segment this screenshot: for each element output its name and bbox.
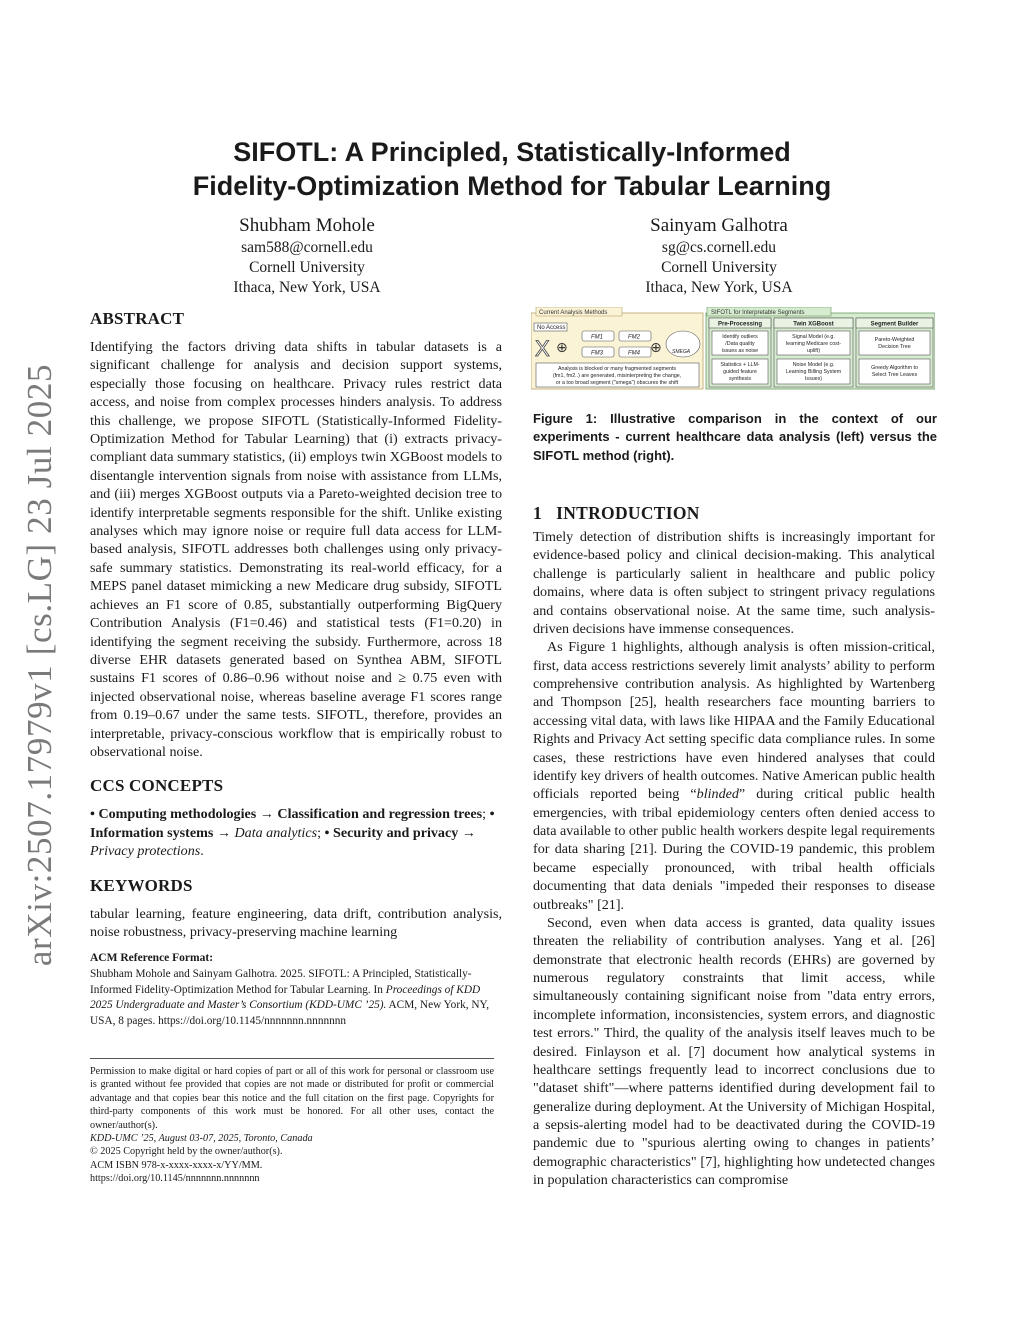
permission-footer bbox=[90, 1058, 494, 1186]
author-name: Sainyam Galhotra bbox=[650, 215, 788, 236]
fm4-label: FM4 bbox=[628, 350, 640, 357]
doi-line: https://doi.org/10.1145/nnnnnnn.nnnnnnn bbox=[90, 1173, 260, 1185]
permission-text: Permission to make digital or hard copies of part or all of this work for personal or classroom use is granted without fee provided that copies are not made or distributed for profit or commercial advantage and that copies bear this notice and the full citation on the first page. Copyrights for third-party components of this work must be honored. For all other uses, contact the owner/author(s). bbox=[90, 1066, 494, 1131]
pareto-tree-box bbox=[859, 331, 930, 355]
oplus-icon: ⊕ bbox=[556, 339, 568, 355]
no-access-label: No Access bbox=[537, 325, 566, 331]
intro-paragraph-1: Timely detection of distribution shifts is increasingly important for evidence-based policy and clinical decision-making. This analytical challenge is particularly salient in healthcare and public policy domains, where data is often subject to stringent privacy regulations and contains observational noise. At the same time, such analysis-driven decisions have immense consequences. bbox=[533, 529, 935, 637]
author-email: sam588@cornell.edu bbox=[241, 239, 373, 256]
author-location: Ithaca, New York, USA bbox=[645, 279, 793, 296]
x-mark-icon: X bbox=[535, 336, 550, 361]
pareto-tree-line-2: Decision Tree bbox=[878, 344, 911, 350]
right-panel-label: SIFOTL for Interpretable Segments bbox=[711, 310, 805, 316]
greedy-algorithm-line-1: Greedy Algorithm to bbox=[871, 365, 918, 371]
left-panel-label: Current Analysis Methods bbox=[539, 310, 608, 316]
introduction-heading: 1 INTRODUCTION bbox=[533, 503, 700, 523]
introduction-section bbox=[533, 528, 935, 1190]
smega-label: SMEGA bbox=[672, 349, 691, 355]
preprocessing-box-1-line-1: Identify outliers bbox=[722, 334, 758, 340]
noise-model-line-3: Issues) bbox=[804, 376, 823, 382]
author-block-2 bbox=[554, 214, 884, 298]
author-block-1 bbox=[142, 214, 472, 298]
paper-title bbox=[120, 135, 904, 203]
fm1-label: FM1 bbox=[591, 334, 603, 341]
left-note-line-1: Analysis is blocked or many fragmented segments bbox=[557, 366, 677, 372]
acm-reference-heading: ACM Reference Format: bbox=[90, 952, 214, 965]
signal-model-line-2: learning Medicare cost- bbox=[785, 341, 842, 347]
preprocessing-title: Pre-Processing bbox=[717, 321, 763, 328]
fm2-label: FM2 bbox=[628, 334, 640, 341]
noise-model-line-2: Learning Billing System bbox=[785, 369, 842, 375]
left-note-line-2: (fm1, fm2..) are generated, misinterpreting the change, bbox=[552, 373, 682, 379]
author-name: Shubham Mohole bbox=[239, 215, 375, 236]
preprocessing-box-1-line-2: /Data quality bbox=[725, 341, 755, 347]
preprocessing-box-2-line-3: synthesis bbox=[728, 376, 752, 382]
conference-line: KDD-UMC ’25, August 03-07, 2025, Toronto, Canada bbox=[90, 1133, 313, 1145]
greedy-algorithm-line-2: Select Tree Leaves bbox=[871, 372, 918, 378]
ccs-concepts: • Computing methodologies → Classification and regression trees; • Information systems → Data analytics; • Security and privacy → Privacy protections. bbox=[90, 806, 495, 860]
ccs-heading: CCS CONCEPTS bbox=[90, 776, 224, 796]
author-email: sg@cs.cornell.edu bbox=[661, 239, 777, 256]
arxiv-identifier-stamp bbox=[10, 363, 70, 967]
author-affiliation: Cornell University bbox=[661, 259, 777, 276]
left-column bbox=[90, 308, 502, 1029]
pareto-tree-line-1: Pareto-Weighted bbox=[874, 337, 915, 343]
author-affiliation: Cornell University bbox=[249, 259, 365, 276]
intro-paragraph-3: Second, even when data access is granted, data quality issues threaten the reliability of contribution analyses. Yang et al. [26] demonstrate that electronic health records (EHRs) are governed by numerous regulatory constraints that limit access, while simultaneously containing significant noise from "data entry errors, incomplete information, inconsistencies, system errors, and diagnostic test errors." Third, the quality of the analysis itself leaves much to be desired. Finlayson et al. [7] document how analytical systems in healthcare settings frequently lead to incorrect conclusions due to "dataset shift"—where patterns identified during development fail to generalize during deployment. At the University of Michigan Hospital, a sepsis-alerting model had to be deactivated during the COVID-19 pandemic due to "spurious alerting owing to changes in patients’ demographic characteristics" [7], highlighting how undetected changes in population characteristics can compromise bbox=[533, 914, 935, 1189]
preprocessing-box-2-line-2: guided feature bbox=[723, 369, 757, 375]
author-location: Ithaca, New York, USA bbox=[233, 279, 381, 296]
signal-model-line-1: Signal Model (e.g. bbox=[792, 334, 835, 340]
keywords-text: tabular learning, feature engineering, data drift, contribution analysis, noise robustness, privacy-preserving machine learning bbox=[90, 905, 502, 940]
title-line-2: Fidelity-Optimization Method for Tabular Learning bbox=[192, 171, 832, 201]
intro-paragraph-2: As Figure 1 highlights, although analysis is often mission-critical, first, data access restrictions severely limit analysts’ ability to perform comprehensive contribution analysis. As highlighted by Wartenberg and Thompson [25], health researchers face mounting barriers to accessing vital data, with laws like HIPAA and the Family Educational Rights and Privacy Act setting specific data compliance rules. In some cases, these restrictions have even hindered analyses that could identify key drivers of health outcomes. Native American public health officials reported being “blinded” during critical public health emergencies, with tribal epidemiology centers often denied access to data available to other public health workers despite legal requirements for data sharing [21]. During the COVID-19 pandemic, this problem became especially pronounced, with tribal health officials documenting that data denials "impeded their responses to disease outbreaks" [21]. bbox=[533, 639, 936, 913]
noise-model-line-1: Noise Model (e.g. bbox=[792, 362, 835, 368]
title-line-1: SIFOTL: A Principled, Statistically-Informed bbox=[233, 137, 791, 167]
abstract-heading: ABSTRACT bbox=[90, 309, 185, 328]
preprocessing-box-2-line-1: Statistics + LLM- bbox=[720, 362, 760, 368]
left-note-line-3: or a too broad segment ("smega") obscures the shift bbox=[555, 380, 679, 386]
preprocessing-box-1-line-3: issues as noise bbox=[721, 348, 759, 354]
oplus-icon: ⊕ bbox=[650, 339, 662, 355]
copyright-line: © 2025 Copyright held by the owner/author(s). bbox=[90, 1146, 283, 1158]
figure-1-caption: Figure 1: Illustrative comparison in the context of our experiments - current healthcare data analysis (left) versus the SIFOTL method (right). bbox=[533, 411, 937, 463]
twin-xgboost-title: Twin XGBoost bbox=[793, 321, 834, 328]
signal-model-line-3: uplift) bbox=[807, 348, 820, 354]
fm3-label: FM3 bbox=[591, 350, 603, 357]
segment-builder-title: Segment Builder bbox=[870, 321, 919, 328]
acm-reference-text: Shubham Mohole and Sainyam Galhotra. 2025. SIFOTL: A Principled, Statistically-Informed Fidelity-Optimization Method for Tabular Learning. In Proceedings of KDD 2025 Undergraduate and Master’s Consortium (KDD-UMC ’25). ACM, New York, NY, USA, 8 pages. https://doi.org/10.1145/nnnnnnn.nnnnnnn bbox=[90, 968, 490, 1027]
figure-1-diagram bbox=[531, 307, 935, 391]
arxiv-id-text: arXiv:2507.17979v1 [cs.LG] 23 Jul 2025 bbox=[20, 363, 59, 967]
abstract-text: Identifying the factors driving data shifts in tabular datasets is a significant challenge for analysis and decision support systems, especially those focusing on healthcare. Privacy rules restrict data access, and noise from complex processes hinders analysis. To address this challenge, we propose SIFOTL (Statistically-Informed Fidelity-Optimization Method for Tabular Learning) that (i) extracts privacy-compliant data summary statistics, (ii) employs twin XGBoost models to disentangle intervention signals from noise with assistance from LLMs, and (iii) merges XGBoost outputs via a Pareto-weighted decision tree to identify interpretable segments responsible for the shift. Unlike existing analyses which may ignore noise or require full data access for LLM-based analysis, SIFOTL addresses both challenges using only privacy-safe summary statistics. Demonstrating its real-world efficacy, for a MEPS panel dataset mimicking a new Medicare drug subsidy, SIFOTL achieves an F1 score of 0.85, substantially outperforming BigQuery Contribution Analysis (F1=0.46) and statistical tests (F1=0.20) in identifying the segment receiving the subsidy. Furthermore, across 18 diverse EHR datasets generated based on Synthea ABM, SIFOTL sustains F1 scores of 0.86–0.96 without noise and ≥ 0.75 even with injected observational noise, whereas baseline average F1 scores range from 0.19–0.67 under the same tests. SIFOTL, therefore, provides an interpretable, privacy-conscious workflow that is empirically robust to observational noise. bbox=[90, 339, 502, 760]
keywords-heading: KEYWORDS bbox=[90, 875, 193, 895]
isbn-line: ACM ISBN 978-x-xxxx-xxxx-x/YY/MM. bbox=[90, 1159, 263, 1171]
